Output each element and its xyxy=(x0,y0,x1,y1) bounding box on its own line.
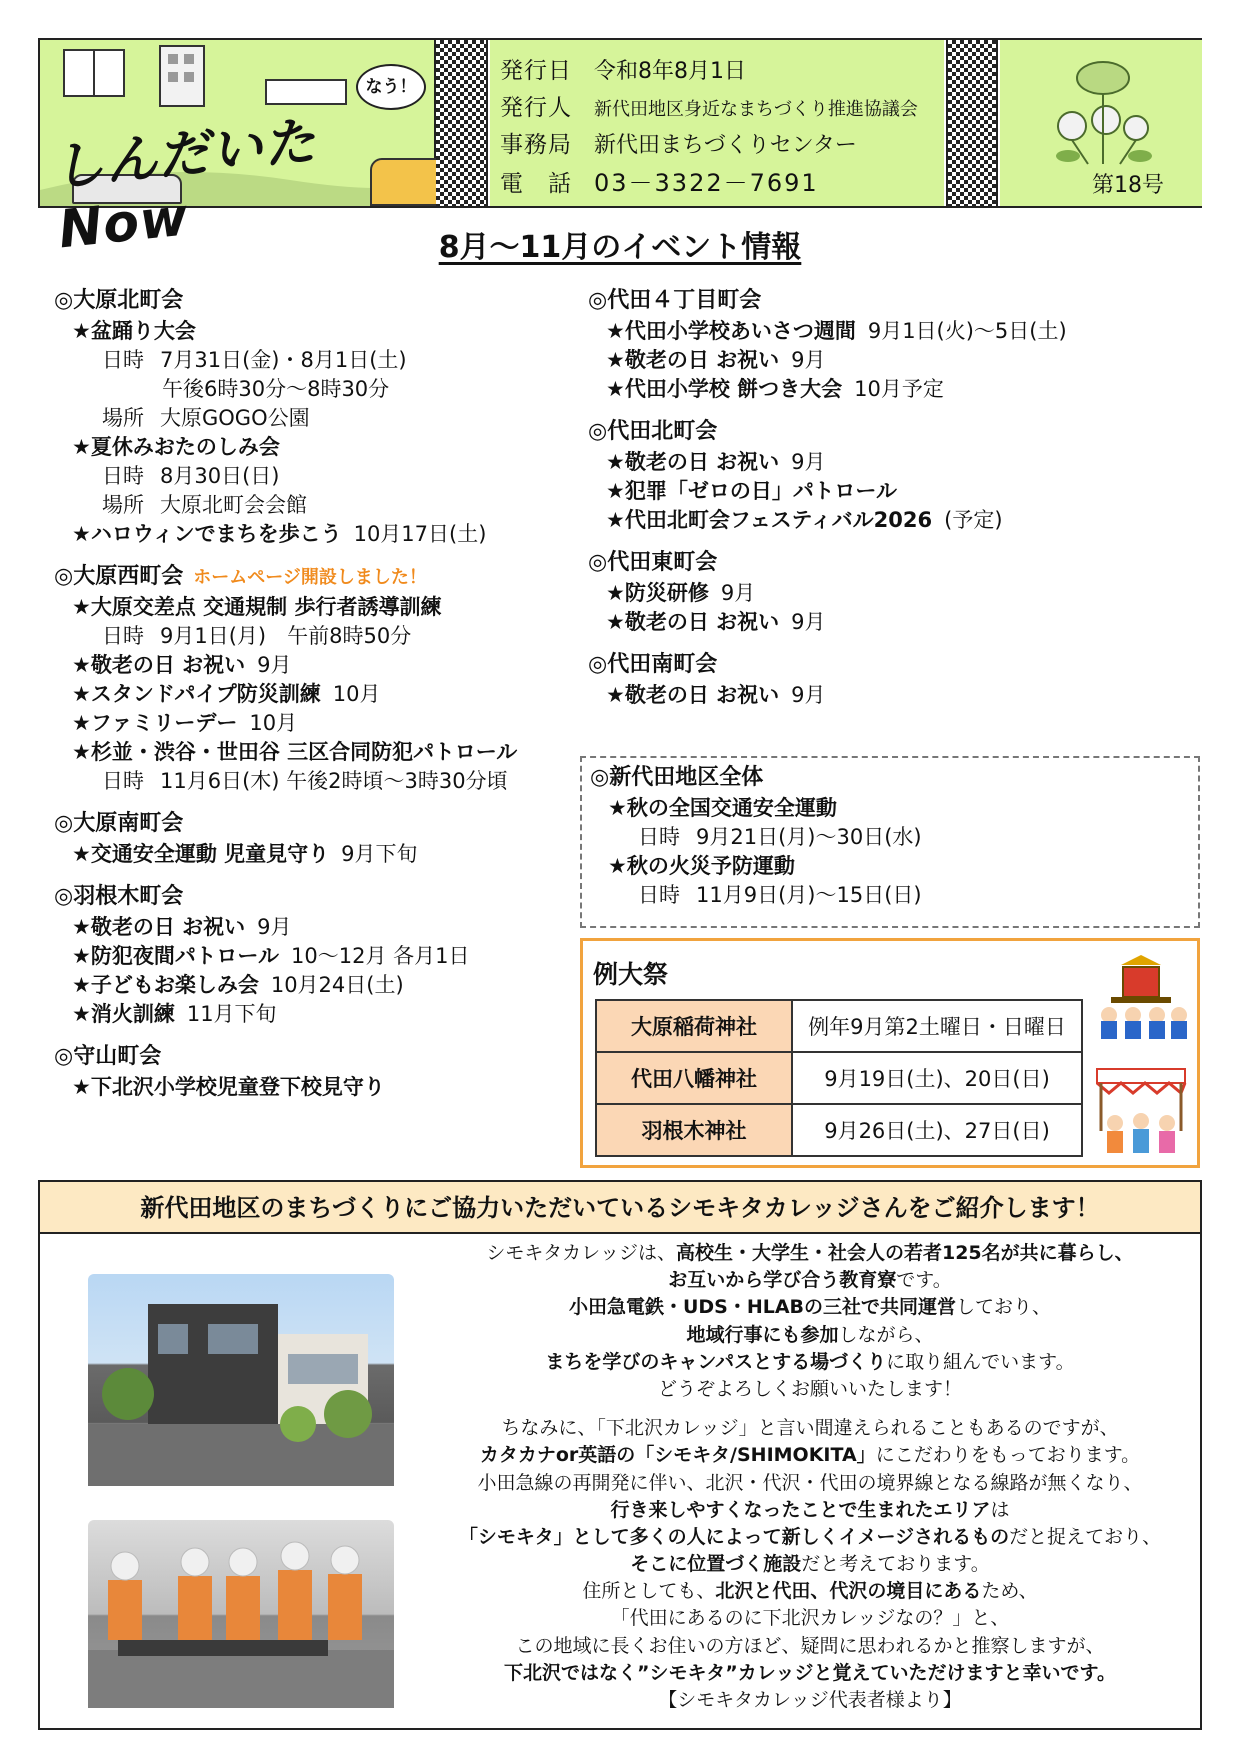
group-title xyxy=(590,762,1198,794)
text-segment: 住所としても、 xyxy=(582,1580,716,1603)
group-title xyxy=(588,547,1208,579)
text-segment: しながら、 xyxy=(838,1323,934,1346)
detail-value: 8月30日(日) xyxy=(160,464,280,488)
festival-table xyxy=(595,999,1083,1157)
dormitory-building-photo xyxy=(88,1274,394,1486)
event-name: ★代田北町会フェスティバル2026 xyxy=(606,508,933,532)
group-name: ◎新代田地区全体 xyxy=(590,765,764,790)
festival-stall-illustration-icon xyxy=(1093,1061,1189,1157)
text-segment: にこだわりをもっております。 xyxy=(875,1444,1141,1467)
text-segment: しており、 xyxy=(956,1296,1052,1319)
event-item xyxy=(54,1073,574,1102)
shrine-name: 大原稲荷神社 xyxy=(596,1000,792,1052)
event-name: ★ファミリーデー xyxy=(72,711,238,735)
group-name: ◎大原南町会 xyxy=(54,811,184,836)
mikoshi-illustration-icon xyxy=(1093,955,1189,1041)
text-segment: に取り組んでいます。 xyxy=(886,1350,1075,1373)
logo-speech-bubble: なう！ xyxy=(356,64,426,110)
group-name: ◎守山町会 xyxy=(54,1044,162,1069)
text-segment: 高校生・大学生・社会人の若者125名が共に暮らし、 xyxy=(675,1242,1134,1264)
event-timing: (予定) xyxy=(944,508,1003,532)
description-line xyxy=(430,1551,1190,1578)
text-segment: 小田急電鉄・UDS・HLABの三社で共同運営 xyxy=(568,1296,957,1319)
event-name: ★代田小学校あいさつ週間 xyxy=(606,319,856,343)
description-line xyxy=(430,1415,1190,1442)
group-title xyxy=(54,561,574,593)
detail-value: 11月6日(木) 午後2時頃～3時30分頃 xyxy=(160,769,508,793)
neighborhood-group xyxy=(588,547,1208,637)
text-segment: 北沢と代田、代沢の境目にある xyxy=(715,1580,982,1603)
event-timing: 9月 xyxy=(791,450,826,474)
event-item xyxy=(590,794,1198,823)
neighborhood-group xyxy=(54,808,574,869)
event-name: ★下北沢小学校児童登下校見守り xyxy=(72,1075,385,1099)
publisher-row: 発行人 新代田地区身近なまちづくり推進協議会 xyxy=(500,95,918,121)
event-item xyxy=(588,346,1208,375)
event-timing: 10月 xyxy=(332,682,381,706)
publication-info xyxy=(490,40,944,206)
neighborhood-group xyxy=(54,1041,574,1102)
group-title xyxy=(588,649,1208,681)
table-row xyxy=(596,1052,1082,1104)
event-detail-continued: 午後6時30分～8時30分 xyxy=(162,377,390,401)
detail-value: 大原北町会会館 xyxy=(160,493,307,517)
page-title: 8月～11月のイベント情報 xyxy=(438,230,802,265)
detail-value: 9月21日(月)～30日(水) xyxy=(696,825,922,849)
text-segment: は xyxy=(990,1498,1010,1521)
checker-border-left xyxy=(436,40,488,206)
festival-date: 9月19日(土)、20日(日) xyxy=(792,1052,1082,1104)
event-item xyxy=(54,1000,574,1029)
neighborhood-group xyxy=(54,285,574,549)
event-name: ★夏休みおたのしみ会 xyxy=(72,435,280,459)
people-image xyxy=(88,1520,394,1708)
neighborhood-group xyxy=(54,881,574,1029)
phone-row: 電 話 03－3322－7691 xyxy=(500,169,819,197)
logo-title: しんだいたNow xyxy=(49,111,320,261)
event-detail xyxy=(54,622,574,651)
event-name: ★防犯夜間パトロール xyxy=(72,944,279,968)
group-note: ホームページ開設しました！ xyxy=(193,567,427,588)
text-segment: だと捉えており、 xyxy=(1009,1525,1162,1548)
event-name: ★盆踊り大会 xyxy=(72,319,196,343)
paragraph-gap xyxy=(430,1403,1190,1415)
event-timing: 9月 xyxy=(791,683,826,707)
detail-value: 大原GOGO公園 xyxy=(160,406,310,430)
event-timing: 9月 xyxy=(257,653,292,677)
event-timing: 10月24日(土) xyxy=(270,973,404,997)
text-segment: だと考えております。 xyxy=(801,1553,990,1576)
group-title xyxy=(54,881,574,913)
event-timing: 11月下旬 xyxy=(186,1002,277,1026)
festival-title: 例大祭 xyxy=(593,960,669,989)
event-name: ★代田小学校 餅つき大会 xyxy=(606,377,843,401)
description-line xyxy=(430,1470,1190,1497)
issue-box xyxy=(1000,40,1202,206)
event-detail xyxy=(590,823,1198,852)
description-line xyxy=(430,1605,1190,1632)
college-banner: 新代田地区のまちづくりにご協力いただいているシモキタカレッジさんをご紹介します！ xyxy=(40,1182,1200,1234)
festival-box xyxy=(580,938,1200,1168)
text-segment: 小田急線の再開発に伴い、北沢・代沢・代田の境界線となる線路が無くなり、 xyxy=(477,1471,1143,1494)
text-segment: 地域行事にも参加 xyxy=(686,1323,839,1346)
event-detail xyxy=(590,881,1198,910)
event-name: ★敬老の日 お祝い xyxy=(606,450,780,474)
detail-value: 9月1日(月) 午前8時50分 xyxy=(160,624,412,648)
group-title xyxy=(54,285,574,317)
event-item xyxy=(54,709,574,738)
description-line xyxy=(430,1660,1190,1687)
text-segment: ちなみに、「下北沢カレッジ」と言い間違えられることもあるのですが、 xyxy=(501,1417,1119,1440)
event-name: ★ハロウィンでまちを歩こう xyxy=(72,522,342,546)
event-item xyxy=(54,942,574,971)
event-name: ★犯罪「ゼロの日」パトロール xyxy=(606,479,897,503)
event-item xyxy=(588,579,1208,608)
district-wide-events-box xyxy=(580,756,1200,928)
event-item xyxy=(54,971,574,1000)
event-timing: 9月下旬 xyxy=(341,842,418,866)
festival-date: 9月26日(土)、27日(日) xyxy=(792,1104,1082,1156)
table-row xyxy=(596,1104,1082,1156)
group-name: ◎代田南町会 xyxy=(588,652,718,677)
text-segment: お互いから学び合う教育寮 xyxy=(668,1269,897,1292)
building-image xyxy=(88,1274,394,1486)
group-title xyxy=(54,1041,574,1073)
event-timing: 9月1日(火)～5日(土) xyxy=(867,319,1067,343)
text-segment: 【シモキタカレッジ代表者様より】 xyxy=(658,1689,962,1711)
text-segment: そこに位置づく施設 xyxy=(630,1553,802,1576)
event-timing: 10～12月 各月1日 xyxy=(291,944,470,968)
event-item xyxy=(588,608,1208,637)
plant-illustration-icon xyxy=(1048,56,1158,166)
neighborhood-group xyxy=(588,649,1208,710)
event-item xyxy=(590,852,1198,881)
group-title xyxy=(588,285,1208,317)
description-line xyxy=(430,1442,1190,1469)
event-detail xyxy=(54,404,574,433)
event-name: ★敬老の日 お祝い xyxy=(72,915,246,939)
text-segment: カタカナor英語の「シモキタ/SHIMOKITA」 xyxy=(479,1444,876,1467)
event-timing: 10月 xyxy=(249,711,298,735)
event-item xyxy=(588,448,1208,477)
text-segment: シモキタカレッジは、 xyxy=(486,1242,676,1264)
description-line xyxy=(430,1376,1190,1403)
event-item xyxy=(54,520,574,549)
description-line xyxy=(430,1267,1190,1294)
description-line xyxy=(430,1687,1190,1714)
description-line xyxy=(430,1578,1190,1605)
detail-label: 日時 xyxy=(102,348,144,372)
right-event-column xyxy=(588,285,1208,722)
event-name: ★秋の火災予防運動 xyxy=(608,854,795,878)
group-title xyxy=(588,416,1208,448)
event-item xyxy=(54,913,574,942)
event-item xyxy=(54,651,574,680)
volunteer-event-photo xyxy=(88,1520,394,1708)
neighborhood-group xyxy=(54,561,574,796)
event-name: ★敬老の日 お祝い xyxy=(606,610,780,634)
group-title xyxy=(54,808,574,840)
event-item xyxy=(54,738,574,767)
group-name: ◎大原北町会 xyxy=(54,288,184,313)
text-segment: この地域に長くお住いの方ほど、疑問に思われるかと推察しますが、 xyxy=(515,1634,1105,1657)
group-name: ◎羽根木町会 xyxy=(54,884,184,909)
shrine-name: 代田八幡神社 xyxy=(596,1052,792,1104)
description-line xyxy=(430,1240,1190,1267)
event-name: ★秋の全国交通安全運動 xyxy=(608,796,837,820)
text-segment: ため、 xyxy=(981,1580,1038,1603)
detail-label: 日時 xyxy=(102,769,144,793)
detail-label: 日時 xyxy=(638,825,680,849)
event-name: ★防災研修 xyxy=(606,581,709,605)
group-name: ◎大原西町会 xyxy=(54,564,184,589)
event-detail xyxy=(54,346,574,375)
text-segment: 下北沢ではなく”シモキタ”カレッジと覚えていただけますと幸いです。 xyxy=(503,1661,1117,1684)
text-segment: 「代田にあるのに下北沢カレッジなの？」と、 xyxy=(610,1607,1010,1630)
event-name: ★スタンドパイプ防災訓練 xyxy=(72,682,321,706)
event-detail xyxy=(54,491,574,520)
text-segment: 「シモキタ」として多くの人によって新しくイメージされるもの xyxy=(458,1525,1010,1548)
event-timing: 10月予定 xyxy=(854,377,944,401)
group-name: ◎代田北町会 xyxy=(588,419,718,444)
detail-label: 場所 xyxy=(102,406,144,430)
neighborhood-group xyxy=(588,285,1208,404)
event-name: ★敬老の日 お祝い xyxy=(606,348,780,372)
office-row: 事務局 新代田まちづくりセンター xyxy=(500,132,857,158)
detail-label: 日時 xyxy=(102,624,144,648)
event-item xyxy=(54,433,574,462)
text-segment: まちを学びのキャンパスとする場づくり xyxy=(545,1350,887,1373)
event-timing: 9月 xyxy=(257,915,292,939)
description-line xyxy=(430,1322,1190,1349)
event-name: ★敬老の日 お祝い xyxy=(606,683,780,707)
detail-label: 日時 xyxy=(102,464,144,488)
event-timing: 10月17日(土) xyxy=(353,522,487,546)
event-name: ★消火訓練 xyxy=(72,1002,175,1026)
issue-number: 第18号 xyxy=(1092,173,1164,198)
description-line xyxy=(430,1497,1190,1524)
event-item xyxy=(588,506,1208,535)
college-introduction xyxy=(38,1180,1202,1730)
checker-border-right xyxy=(946,40,998,206)
event-name: ★交通安全運動 児童見守り xyxy=(72,842,330,866)
event-name: ★敬老の日 お祝い xyxy=(72,653,246,677)
festival-date: 例年9月第2土曜日・日曜日 xyxy=(792,1000,1082,1052)
description-line xyxy=(430,1633,1190,1660)
event-item xyxy=(588,681,1208,710)
event-name: ★大原交差点 交通規制 歩行者誘導訓練 xyxy=(72,595,442,619)
event-item xyxy=(54,840,574,869)
description-line xyxy=(430,1294,1190,1321)
group-name: ◎代田東町会 xyxy=(588,550,718,575)
left-event-column xyxy=(54,285,574,1114)
event-item xyxy=(588,317,1208,346)
event-item xyxy=(588,375,1208,404)
shrine-name: 羽根木神社 xyxy=(596,1104,792,1156)
event-timing: 9月 xyxy=(791,610,826,634)
detail-label: 場所 xyxy=(102,493,144,517)
detail-value: 11月9日(月)～15日(日) xyxy=(696,883,922,907)
event-timing: 9月 xyxy=(791,348,826,372)
newsletter-logo xyxy=(40,40,436,261)
detail-label: 日時 xyxy=(638,883,680,907)
event-detail xyxy=(54,767,574,796)
text-segment: どうぞよろしくお願いいたします！ xyxy=(657,1377,962,1400)
event-timing: 9月 xyxy=(720,581,756,605)
event-item xyxy=(54,317,574,346)
neighborhood-group xyxy=(588,416,1208,535)
event-detail xyxy=(54,462,574,491)
event-name: ★杉並・渋谷・世田谷 三区合同防犯パトロール xyxy=(72,740,518,764)
text-segment: 行き来しやすくなったことで生まれたエリア xyxy=(610,1498,991,1521)
event-name: ★子どもお楽しみ会 xyxy=(72,973,259,997)
neighborhood-group xyxy=(590,762,1198,910)
event-item xyxy=(54,593,574,622)
table-row xyxy=(596,1000,1082,1052)
detail-value: 7月31日(金)・8月1日(土) xyxy=(160,348,407,372)
college-description xyxy=(430,1240,1190,1714)
text-segment: です。 xyxy=(896,1269,952,1292)
issue-date-row: 発行日 令和8年8月1日 xyxy=(500,58,746,84)
group-name: ◎代田４丁目町会 xyxy=(588,288,762,313)
description-line xyxy=(430,1349,1190,1376)
event-item xyxy=(54,680,574,709)
event-item xyxy=(588,477,1208,506)
description-line xyxy=(430,1524,1190,1551)
